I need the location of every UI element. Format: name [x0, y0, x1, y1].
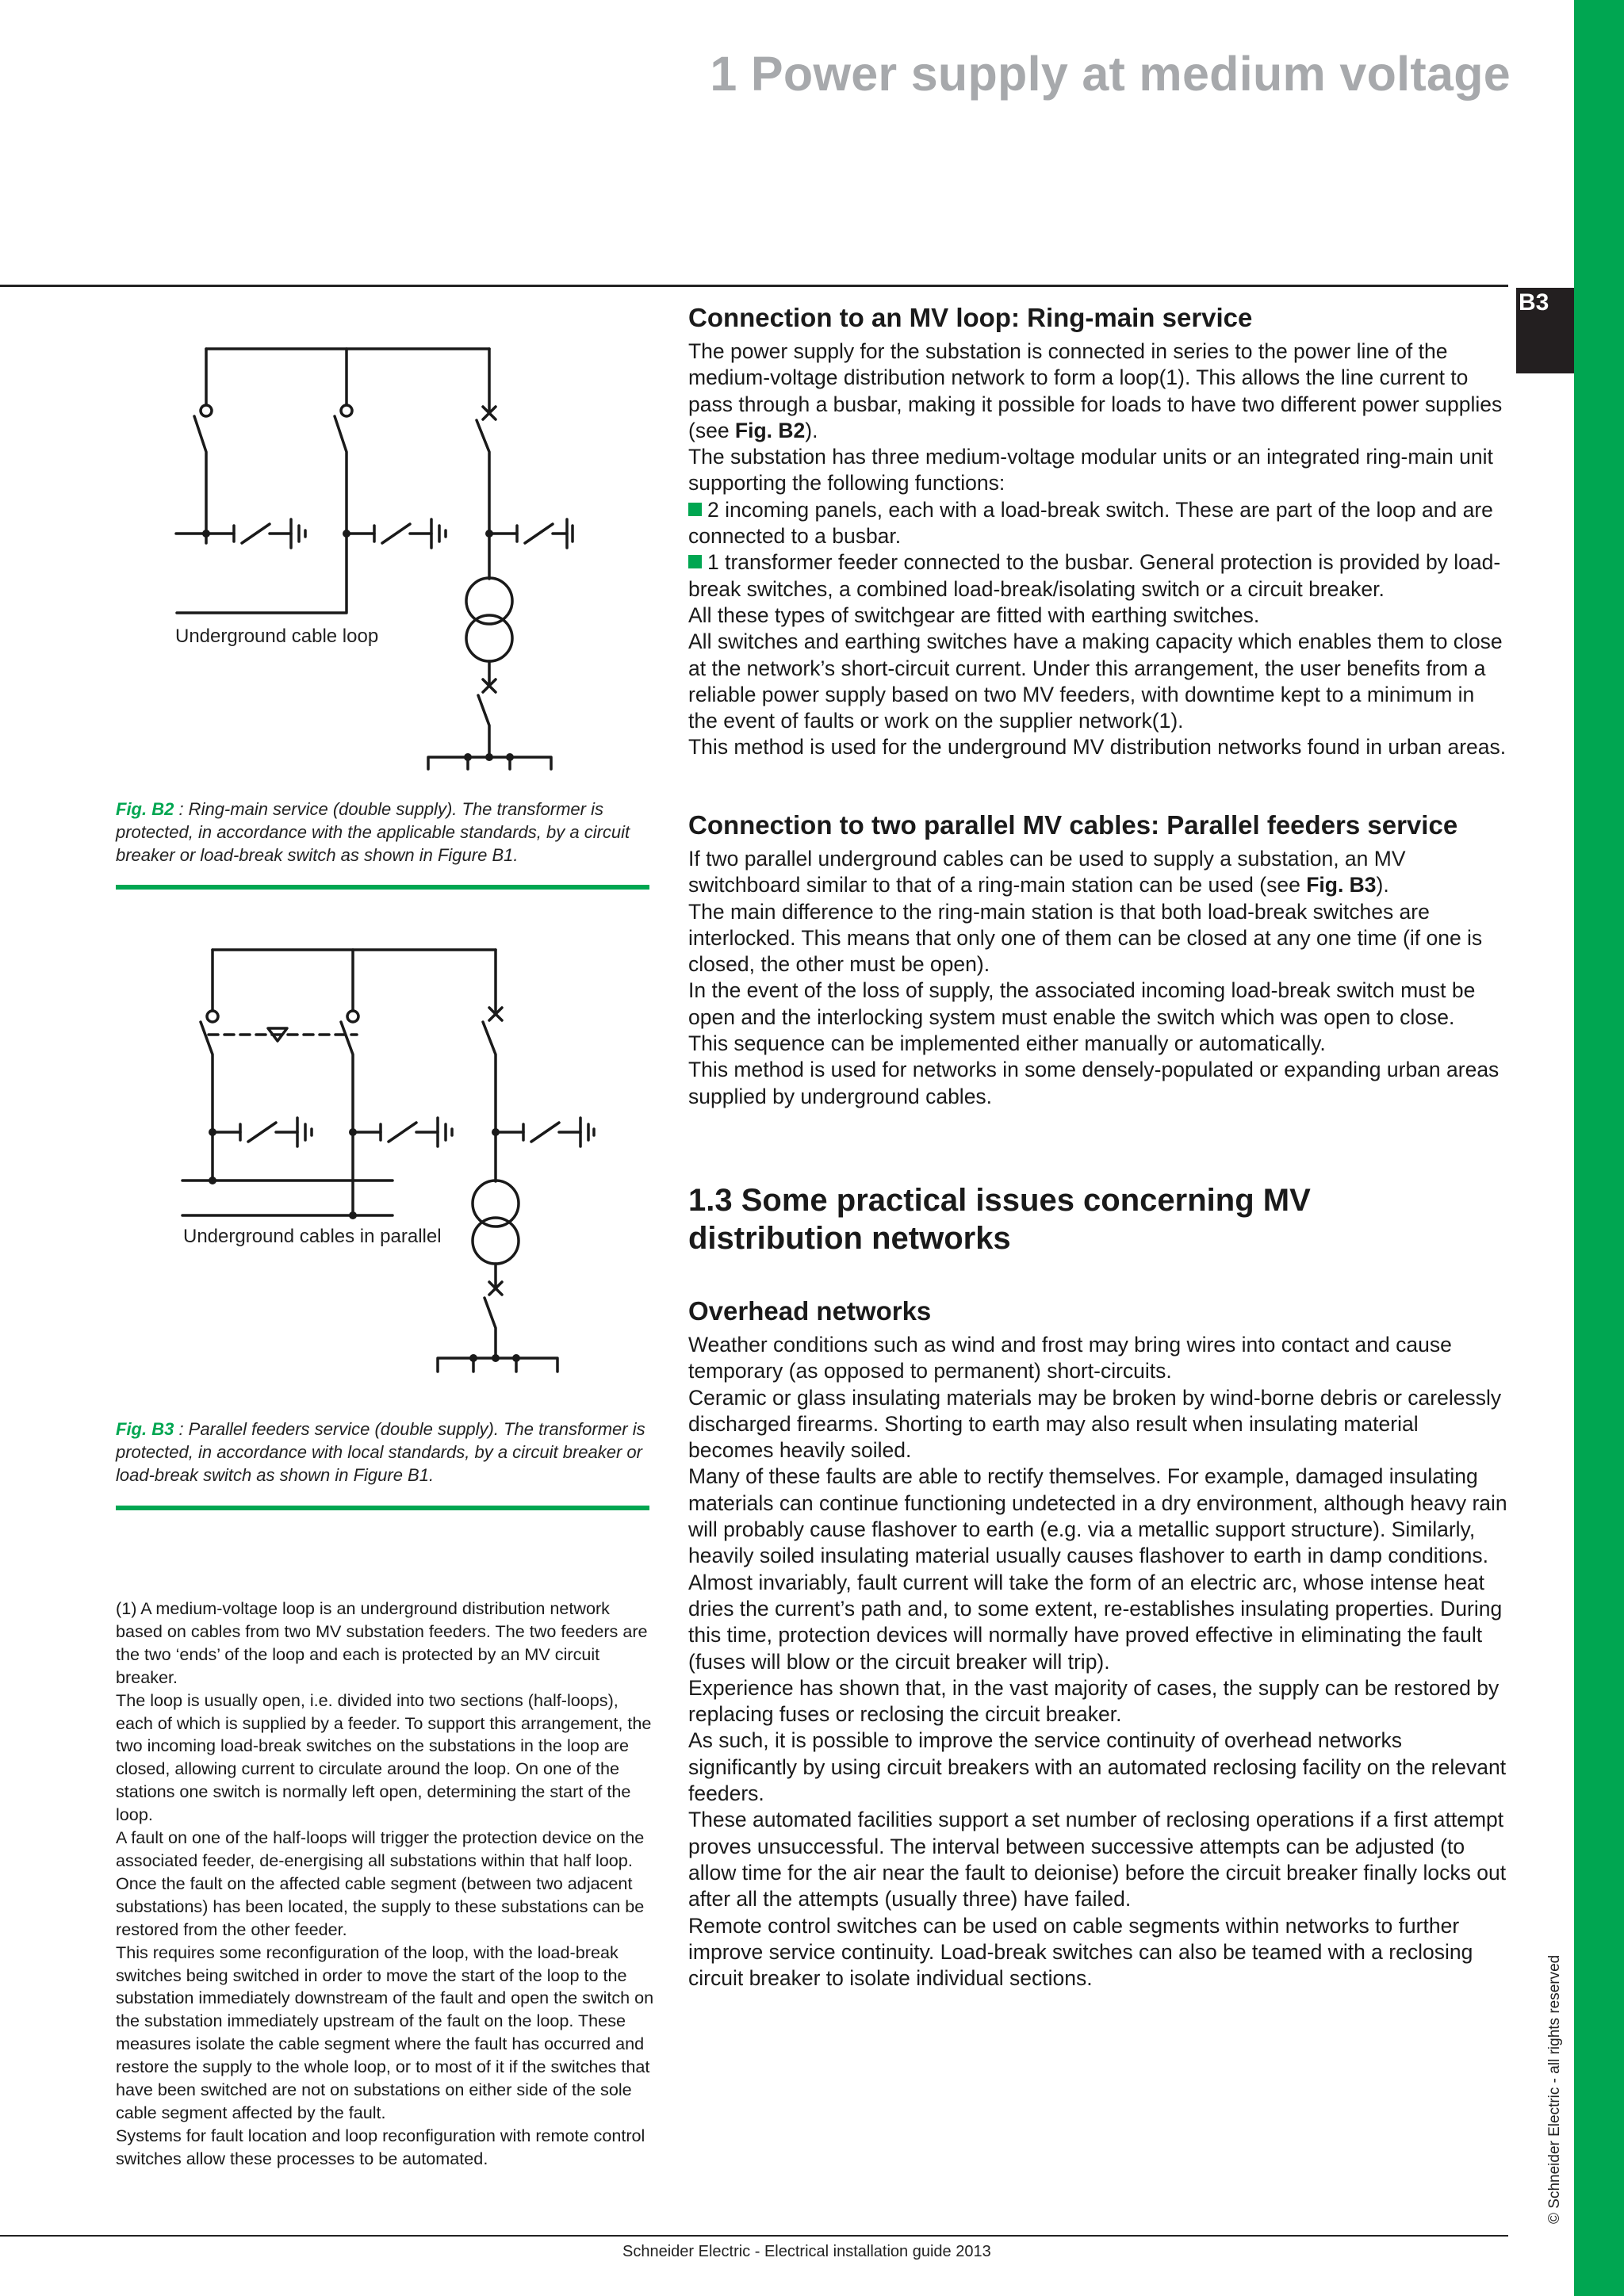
body-paragraph: The power supply for the substation is connected in series to the power line of the medium-voltage distribution network to form a loop(1). This allows the line current to pass through a busbar, making it possible for loads to have two different power supplies (see Fig. B2).: [688, 339, 1503, 442]
subsection-heading: Overhead networks: [688, 1296, 932, 1326]
page-title: 1 Power supply at medium voltage: [710, 47, 1511, 101]
body-paragraph: All these types of switchgear are fitted with earthing switches.: [688, 603, 1260, 627]
figure-b2-label: Underground cable loop: [175, 626, 379, 647]
figure-b2-caption: [116, 798, 652, 867]
body-paragraph: This sequence can be implemented either manually or automatically.: [688, 1031, 1326, 1056]
figure-b2-diagram: [170, 337, 575, 781]
figure-b2-number: Fig. B2: [116, 799, 174, 819]
body-paragraph: If two parallel underground cables can be used to supply a substation, an MV switchboard similar to that of a ring-main station can be used (see Fig. B3).: [688, 847, 1406, 897]
body-paragraph: Many of these faults are able to rectify themselves. For example, damaged insulating materials can continue functioning undetected in a dry environment, although heavy rain will probably cause flashover to earth (e.g. via a metallic support structure). Similarly, heavily soiled insulating material usually causes flashover to earth in damp conditions.: [688, 1464, 1507, 1568]
section-heading: Connection to two parallel MV cables: Parallel feeders service: [688, 810, 1458, 840]
section-tab-label: B3: [1519, 289, 1549, 316]
figure-b3-caption: [116, 1418, 652, 1487]
body-paragraph: This method is used for networks in some densely-populated or expanding urban areas supplied by underground cables.: [688, 1058, 1500, 1108]
body-paragraph: This method is used for the underground MV distribution networks found in urban areas.: [688, 735, 1507, 760]
figure-reference: Fig. B2: [734, 418, 806, 442]
figure-b3-number: Fig. B3: [116, 1419, 174, 1439]
side-color-bar: [1574, 0, 1624, 2296]
page-footer: Schneider Electric - Electrical installation guide 2013: [622, 2243, 991, 2260]
figure-reference: Fig. B3: [1306, 873, 1377, 897]
footnote-paragraph: (1) A medium-voltage loop is an underground distribution network based on cables from two MV substation feeders. The two feeders are the two ‘ends’ of the loop and each is protected by an MV circuit breaker.: [116, 1598, 648, 1687]
body-paragraph: Almost invariably, fault current will take the form of an electric arc, whose intense heat dries the current’s path and, to some extent, re-establishes insulating properties. During this time, protection devices will normally have proved effective in eliminating the fault (fuses will blow or the circuit breaker will trip).: [688, 1570, 1503, 1674]
body-paragraph: All switches and earthing switches have a making capacity which enables them to close at the network’s short-circuit current. Under this arrangement, the user benefits from a reliable power supply based on two MV feeders, with downtime kept to a minimum in the event of faults or work on the supplier network(1).: [688, 629, 1503, 733]
footnote-paragraph: The loop is usually open, i.e. divided into two sections (half-loops), each of which is supplied by a feeder. To support this arrangement, the two incoming load-break switches on the substations in the loop are closed, allowing current to circulate around the loop. On one of the stations one switch is normally left open, determining the start of the loop.: [116, 1689, 652, 1825]
body-paragraph: In the event of the loss of supply, the associated incoming load-break switch must be open and the interlocking system must enable the switch which was open to close.: [688, 978, 1476, 1029]
figure-b3-separator: [116, 1506, 649, 1510]
body-paragraph: Ceramic or glass insulating materials may be broken by wind-borne debris or carelessly discharged firearms. Shorting to earth may also result when insulating material becomes heavily soiled.: [688, 1385, 1502, 1463]
footnote: [116, 1598, 655, 2171]
body-paragraph: Experience has shown that, in the vast majority of cases, the supply can be restored by replacing fuses or reclosing the circuit breaker.: [688, 1675, 1500, 1727]
section-practical-issues: [688, 1181, 1402, 1257]
figure-b2-caption-text: : Ring-main service (double supply). The transformer is protected, in accordance with the applicable standards, by a circuit breaker or load-break switch as shown in Figure B1.: [116, 799, 630, 865]
section-ring-main: [688, 301, 1509, 761]
body-paragraph: These automated facilities support a set number of reclosing operations if a first attempt proves unsuccessful. The interval between successive attempts can be adjusted (to allow time for the air near the fault to deionise) before the circuit breaker finally locks out after all the attempts (usually three) have failed.: [688, 1808, 1507, 1911]
footnote-paragraph: A fault on one of the half-loops will trigger the protection device on the associated feeder, de-energising all substations within that half loop. Once the fault on the affected cable segment (between two adjacent substations) has been located, the supply to these substations can be restored from the other feeder.: [116, 1827, 645, 1939]
body-paragraph: Weather conditions such as wind and frost may bring wires into contact and cause temporary (as opposed to permanent) short-circuits.: [688, 1333, 1452, 1383]
subsection-overhead-networks: [688, 1295, 1509, 1992]
figure-b3-caption-text: : Parallel feeders service (double supply). The transformer is protected, in accordance with local standards, by a circuit breaker or load-break switch as shown in Figure B1.: [116, 1419, 645, 1485]
body-paragraph: The substation has three medium-voltage modular units or an integrated ring-main unit supporting the following functions:: [688, 445, 1493, 496]
bottom-divider: [0, 2235, 1508, 2237]
section-heading: Connection to an MV loop: Ring-main service: [688, 303, 1253, 332]
bullet-item: 2 incoming panels, each with a load-break switch. These are part of the loop and are connected to a busbar.: [688, 497, 1509, 550]
copyright-notice: © Schneider Electric - all rights reserved: [1546, 1954, 1563, 2224]
section-parallel-feeders: [688, 809, 1509, 1110]
figure-b2-separator: [116, 885, 649, 890]
body-paragraph: As such, it is possible to improve the service continuity of overhead networks significantly by using circuit breakers with an automated reclosing facility on the relevant feeders.: [688, 1728, 1507, 1806]
top-divider: [0, 285, 1508, 287]
figure-b3-diagram: [178, 939, 607, 1383]
body-paragraph: The main difference to the ring-main station is that both load-break switches are interlocked. This means that only one of them can be closed at any one time (if one is closed, the other must be open).: [688, 899, 1483, 977]
footnote-paragraph: This requires some reconfiguration of the loop, with the load-break switches being switched in order to move the start of the loop to the substation immediately downstream of the fault and open the switch on the substation immediately upstream of the fault on the loop. These measures isolate the cable segment where the fault has occurred and restore the supply to the whole loop, or to most of it if the switches that have been switched are not on substations on either side of the sole cable segment affected by the fault.: [116, 1942, 654, 2122]
section-heading: 1.3 Some practical issues concerning MV distribution networks: [688, 1183, 1311, 1256]
footnote-paragraph: Systems for fault location and loop reconfiguration with remote control switches allow these processes to be automated.: [116, 2125, 645, 2168]
figure-b3-label: Underground cables in parallel: [183, 1226, 442, 1247]
body-paragraph: Remote control switches can be used on cable segments within networks to further improve service continuity. Load-break switches can also be teamed with a reclosing circuit breaker to isolate individual sections.: [688, 1913, 1473, 1991]
bullet-item: 1 transformer feeder connected to the busbar. General protection is provided by load-break switches, a combined load-break/isolating switch or a circuit breaker.: [688, 549, 1509, 603]
